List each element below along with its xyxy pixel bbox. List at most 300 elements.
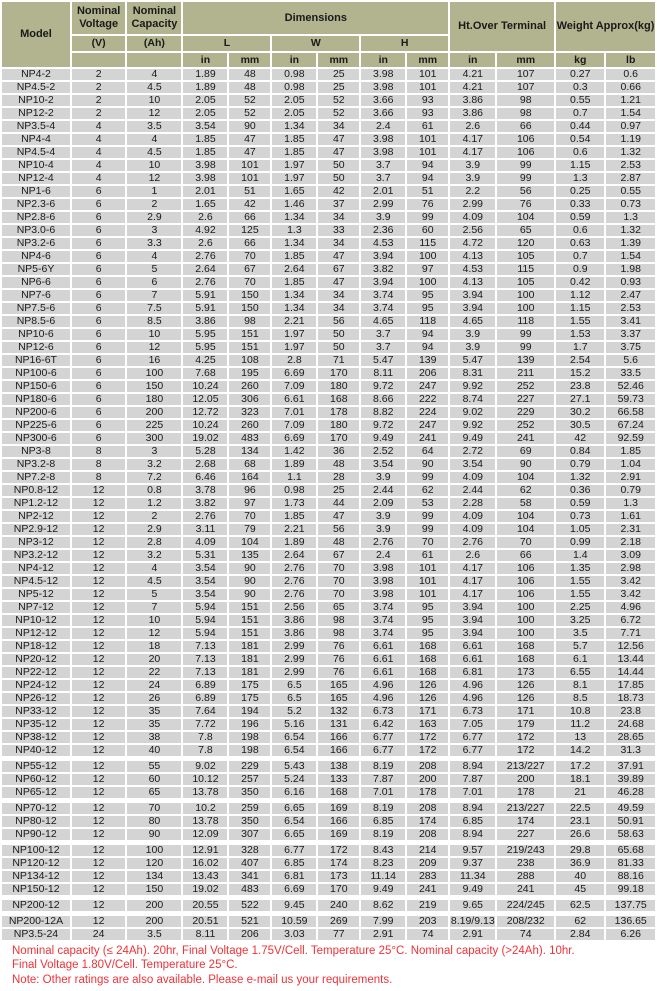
value-cell: 3.74	[361, 290, 405, 301]
value-cell: 1.54	[606, 251, 655, 262]
value-cell: 1.89	[272, 459, 316, 470]
value-cell: 0.93	[606, 277, 655, 288]
value-cell: 40	[556, 871, 604, 882]
value-cell: 7.8	[183, 732, 227, 743]
value-cell: 108	[229, 355, 270, 366]
value-cell: 4.17	[450, 576, 495, 587]
value-cell: 1.85	[272, 251, 316, 262]
table-row	[2, 858, 655, 869]
value-cell: 20.51	[183, 916, 227, 927]
header-unit: mm	[318, 53, 359, 67]
value-cell: 7.8	[183, 745, 227, 756]
value-cell: 2.76	[183, 251, 227, 262]
value-cell: 62.5	[556, 900, 604, 911]
value-cell: 2.76	[272, 563, 316, 574]
value-cell: 12	[72, 511, 125, 522]
value-cell: 4.65	[450, 316, 495, 327]
value-cell: 5.16	[272, 719, 316, 730]
header-blank-voltage	[72, 53, 125, 67]
value-cell: 13.78	[183, 787, 227, 798]
value-cell: 3.94	[450, 303, 495, 314]
value-cell: 17.85	[606, 680, 655, 691]
value-cell: 88.16	[606, 871, 655, 882]
value-cell: 4	[72, 147, 125, 158]
value-cell: 47	[318, 277, 359, 288]
value-cell: 1.65	[183, 199, 227, 210]
value-cell: 9.49	[361, 884, 405, 895]
value-cell: 2.6	[450, 121, 495, 132]
value-cell: 0.99	[556, 537, 604, 548]
value-cell: 6.5	[272, 693, 316, 704]
value-cell: 3.7	[361, 160, 405, 171]
value-cell: 100	[497, 290, 554, 301]
value-cell: 66	[229, 238, 270, 249]
value-cell: 50	[318, 342, 359, 353]
value-cell: 2.76	[272, 589, 316, 600]
value-cell: 6	[72, 368, 125, 379]
value-cell: 2.6	[450, 550, 495, 561]
value-cell: 3.94	[450, 628, 495, 639]
value-cell: 12	[72, 774, 125, 785]
value-cell: 3.3	[127, 238, 181, 249]
value-cell: 6.1	[556, 654, 604, 665]
value-cell: 51	[407, 186, 448, 197]
value-cell: 2.44	[450, 485, 495, 496]
value-cell: 168	[407, 667, 448, 678]
value-cell: 0.3	[556, 82, 604, 93]
value-cell: 126	[497, 693, 554, 704]
header-unit: in	[272, 53, 316, 67]
value-cell: 12	[72, 829, 125, 840]
value-cell: 12	[72, 498, 125, 509]
table-row	[2, 680, 655, 691]
value-cell: 10.24	[183, 381, 227, 392]
value-cell: 6	[72, 355, 125, 366]
table-row	[2, 277, 655, 288]
value-cell: 0.27	[556, 69, 604, 80]
value-cell: 93	[407, 95, 448, 106]
value-cell: 7.01	[361, 787, 405, 798]
value-cell: 10	[127, 329, 181, 340]
value-cell: 6.81	[450, 667, 495, 678]
value-cell: 0.98	[272, 485, 316, 496]
value-cell: 483	[229, 884, 270, 895]
value-cell: 70	[407, 537, 448, 548]
value-cell: 3.74	[361, 303, 405, 314]
value-cell: 9.72	[361, 420, 405, 431]
table-row	[2, 871, 655, 882]
value-cell: 136.65	[606, 916, 655, 927]
value-cell: 37.91	[606, 761, 655, 772]
value-cell: 71	[318, 355, 359, 366]
value-cell: 4.96	[361, 680, 405, 691]
table-row	[2, 615, 655, 626]
value-cell: 5.2	[272, 706, 316, 717]
header-weight: Weight Approx(kg)	[556, 2, 655, 51]
model-cell: NP7.2-8	[2, 472, 70, 483]
value-cell: 4.09	[450, 524, 495, 535]
value-cell: 213/227	[497, 803, 554, 814]
value-cell: 18.73	[606, 693, 655, 704]
value-cell: 0.98	[272, 82, 316, 93]
value-cell: 98	[497, 108, 554, 119]
value-cell: 4.53	[450, 264, 495, 275]
value-cell: 36.9	[556, 858, 604, 869]
value-cell: 48	[229, 82, 270, 93]
table-row	[2, 121, 655, 132]
model-cell: NP2.8-6	[2, 212, 70, 223]
value-cell: 7.72	[183, 719, 227, 730]
value-cell: 1.53	[556, 329, 604, 340]
value-cell: 214	[407, 845, 448, 856]
value-cell: 12	[72, 845, 125, 856]
value-cell: 3	[127, 225, 181, 236]
value-cell: 4.72	[450, 238, 495, 249]
value-cell: 99	[407, 472, 448, 483]
value-cell: 52	[229, 95, 270, 106]
value-cell: 6.61	[361, 641, 405, 652]
value-cell: 50	[318, 160, 359, 171]
value-cell: 6	[72, 420, 125, 431]
value-cell: 79	[229, 524, 270, 535]
table-row	[2, 290, 655, 301]
table-row	[2, 550, 655, 561]
value-cell: 6	[72, 303, 125, 314]
value-cell: 5.43	[272, 761, 316, 772]
header-dim-w: W	[272, 36, 359, 51]
value-cell: 3.98	[361, 576, 405, 587]
value-cell: 90	[497, 459, 554, 470]
table-row	[2, 511, 655, 522]
table-row	[2, 563, 655, 574]
header-model: Model	[2, 2, 70, 67]
value-cell: 1.97	[272, 173, 316, 184]
value-cell: 181	[229, 654, 270, 665]
value-cell: 23.8	[556, 381, 604, 392]
value-cell: 8.62	[361, 900, 405, 911]
model-cell: NP180-6	[2, 394, 70, 405]
value-cell: 64	[407, 446, 448, 457]
value-cell: 3.54	[183, 589, 227, 600]
table-row	[2, 576, 655, 587]
table-row	[2, 381, 655, 392]
header-voltage-unit: (V)	[72, 36, 125, 51]
footnotes	[0, 942, 657, 991]
value-cell: 3.54	[450, 459, 495, 470]
table-row	[2, 316, 655, 327]
value-cell: 1.34	[272, 212, 316, 223]
value-cell: 0.98	[272, 69, 316, 80]
value-cell: 100	[407, 251, 448, 262]
value-cell: 66	[229, 212, 270, 223]
value-cell: 3.09	[606, 550, 655, 561]
value-cell: 105	[497, 277, 554, 288]
value-cell: 6	[72, 316, 125, 327]
table-row	[2, 199, 655, 210]
value-cell: 62	[407, 485, 448, 496]
value-cell: 9.57	[450, 845, 495, 856]
value-cell: 7.05	[450, 719, 495, 730]
table-row	[2, 212, 655, 223]
model-cell: NP12-2	[2, 108, 70, 119]
value-cell: 483	[229, 433, 270, 444]
value-cell: 8	[72, 472, 125, 483]
value-cell: 168	[407, 654, 448, 665]
header-unit: mm	[497, 53, 554, 67]
value-cell: 4	[127, 69, 181, 80]
value-cell: 6.81	[272, 871, 316, 882]
value-cell: 3.2	[127, 550, 181, 561]
value-cell: 180	[318, 420, 359, 431]
value-cell: 12	[72, 816, 125, 827]
value-cell: 1.34	[272, 303, 316, 314]
value-cell: 4.96	[450, 693, 495, 704]
value-cell: 42	[556, 433, 604, 444]
value-cell: 1.1	[272, 472, 316, 483]
value-cell: 229	[229, 761, 270, 772]
value-cell: 0.66	[606, 82, 655, 93]
model-cell: NP10-2	[2, 95, 70, 106]
value-cell: 137.75	[606, 900, 655, 911]
value-cell: 67	[318, 264, 359, 275]
value-cell: 1.39	[606, 238, 655, 249]
value-cell: 10	[127, 95, 181, 106]
table-row	[2, 916, 655, 927]
value-cell: 3.66	[361, 108, 405, 119]
value-cell: 1.61	[606, 511, 655, 522]
value-cell: 135	[229, 550, 270, 561]
value-cell: 179	[497, 719, 554, 730]
value-cell: 6	[72, 394, 125, 405]
value-cell: 12	[72, 745, 125, 756]
value-cell: 100	[407, 277, 448, 288]
value-cell: 33	[318, 225, 359, 236]
value-cell: 25	[318, 69, 359, 80]
value-cell: 4.09	[183, 537, 227, 548]
value-cell: 6	[72, 264, 125, 275]
value-cell: 8.11	[361, 368, 405, 379]
value-cell: 6.61	[450, 654, 495, 665]
value-cell: 70	[229, 251, 270, 262]
value-cell: 8.74	[450, 394, 495, 405]
value-cell: 4.13	[450, 277, 495, 288]
value-cell: 6.77	[272, 845, 316, 856]
model-cell: NP4.5-2	[2, 82, 70, 93]
value-cell: 3.2	[127, 459, 181, 470]
value-cell: 30.5	[556, 420, 604, 431]
value-cell: 5.94	[183, 615, 227, 626]
value-cell: 0.73	[556, 511, 604, 522]
value-cell: 166	[318, 732, 359, 743]
value-cell: 81.33	[606, 858, 655, 869]
value-cell: 12	[72, 602, 125, 613]
value-cell: 52	[318, 95, 359, 106]
value-cell: 62	[556, 916, 604, 927]
value-cell: 33.5	[606, 368, 655, 379]
value-cell: 14.44	[606, 667, 655, 678]
table-row	[2, 160, 655, 171]
value-cell: 6.85	[450, 816, 495, 827]
value-cell: 1.05	[556, 524, 604, 535]
value-cell: 16	[127, 355, 181, 366]
value-cell: 8.19	[361, 803, 405, 814]
table-row	[2, 498, 655, 509]
model-cell: NP7-12	[2, 602, 70, 613]
value-cell: 12	[72, 732, 125, 743]
value-cell: 1.12	[556, 290, 604, 301]
value-cell: 7.13	[183, 641, 227, 652]
value-cell: 2.6	[183, 238, 227, 249]
value-cell: 12	[72, 693, 125, 704]
value-cell: 328	[229, 845, 270, 856]
value-cell: 240	[318, 900, 359, 911]
model-cell: NP5-6Y	[2, 264, 70, 275]
value-cell: 6	[72, 212, 125, 223]
value-cell: 70	[497, 537, 554, 548]
value-cell: 25	[318, 82, 359, 93]
value-cell: 4.65	[361, 316, 405, 327]
value-cell: 4.96	[361, 693, 405, 704]
value-cell: 200	[127, 407, 181, 418]
value-cell: 3.98	[361, 82, 405, 93]
value-cell: 34	[318, 238, 359, 249]
value-cell: 18	[127, 641, 181, 652]
value-cell: 35	[127, 706, 181, 717]
value-cell: 12	[127, 628, 181, 639]
model-cell: NP3-8	[2, 446, 70, 457]
value-cell: 3.9	[361, 212, 405, 223]
row-group-gap	[2, 842, 655, 843]
value-cell: 53	[407, 498, 448, 509]
value-cell: 4.17	[450, 134, 495, 145]
value-cell: 2.36	[361, 225, 405, 236]
value-cell: 133	[318, 774, 359, 785]
value-cell: 12	[72, 871, 125, 882]
value-cell: 6.16	[272, 787, 316, 798]
value-cell: 6.54	[272, 816, 316, 827]
table-row	[2, 774, 655, 785]
value-cell: 4.17	[450, 589, 495, 600]
value-cell: 34	[318, 121, 359, 132]
value-cell: 1.7	[556, 342, 604, 353]
table-row	[2, 69, 655, 80]
value-cell: 125	[229, 225, 270, 236]
value-cell: 6	[72, 251, 125, 262]
value-cell: 106	[497, 576, 554, 587]
value-cell: 60	[407, 225, 448, 236]
value-cell: 47	[318, 147, 359, 158]
value-cell: 7.09	[272, 381, 316, 392]
value-cell: 100	[497, 602, 554, 613]
value-cell: 2.99	[361, 199, 405, 210]
value-cell: 0.25	[556, 186, 604, 197]
model-cell: NP20-12	[2, 654, 70, 665]
model-cell: NP3.2-12	[2, 550, 70, 561]
value-cell: 2.47	[606, 290, 655, 301]
value-cell: 1.34	[272, 121, 316, 132]
model-cell: NP12-12	[2, 628, 70, 639]
value-cell: 1.97	[272, 342, 316, 353]
value-cell: 3.54	[183, 121, 227, 132]
value-cell: 36	[318, 446, 359, 457]
value-cell: 172	[407, 745, 448, 756]
value-cell: 1.55	[556, 576, 604, 587]
table-row	[2, 134, 655, 145]
value-cell: 4.17	[450, 563, 495, 574]
value-cell: 100	[127, 368, 181, 379]
value-cell: 252	[497, 381, 554, 392]
table-row	[2, 537, 655, 548]
value-cell: 200	[127, 916, 181, 927]
value-cell: 3.7	[361, 342, 405, 353]
value-cell: 8.19	[361, 829, 405, 840]
value-cell: 7	[127, 290, 181, 301]
value-cell: 8	[72, 446, 125, 457]
value-cell: 66.58	[606, 407, 655, 418]
value-cell: 227	[497, 394, 554, 405]
value-cell: 12.05	[183, 394, 227, 405]
value-cell: 2.6	[183, 212, 227, 223]
value-cell: 42	[229, 199, 270, 210]
value-cell: 47	[318, 511, 359, 522]
value-cell: 126	[407, 693, 448, 704]
table-row	[2, 628, 655, 639]
value-cell: 13	[556, 732, 604, 743]
value-cell: 4.53	[361, 238, 405, 249]
value-cell: 7	[127, 602, 181, 613]
value-cell: 171	[407, 706, 448, 717]
value-cell: 200	[127, 900, 181, 911]
value-cell: 172	[497, 732, 554, 743]
value-cell: 24.68	[606, 719, 655, 730]
model-cell: NP0.8-12	[2, 485, 70, 496]
value-cell: 23.1	[556, 816, 604, 827]
value-cell: 0.7	[556, 251, 604, 262]
value-cell: 3.94	[450, 602, 495, 613]
value-cell: 6	[72, 277, 125, 288]
value-cell: 39.89	[606, 774, 655, 785]
model-cell: NP300-6	[2, 433, 70, 444]
value-cell: 104	[497, 472, 554, 483]
value-cell: 8	[72, 459, 125, 470]
value-cell: 168	[407, 641, 448, 652]
value-cell: 38	[127, 732, 181, 743]
value-cell: 9.02	[183, 761, 227, 772]
value-cell: 5.94	[183, 628, 227, 639]
value-cell: 0.6	[556, 147, 604, 158]
model-cell: NP2.3-6	[2, 199, 70, 210]
value-cell: 0.73	[606, 199, 655, 210]
value-cell: 12	[72, 803, 125, 814]
value-cell: 17.2	[556, 761, 604, 772]
header-unit: lb	[606, 53, 655, 67]
model-cell: NP100-12	[2, 845, 70, 856]
value-cell: 67	[229, 264, 270, 275]
value-cell: 28	[318, 472, 359, 483]
value-cell: 269	[318, 916, 359, 927]
value-cell: 22	[127, 667, 181, 678]
value-cell: 106	[497, 147, 554, 158]
value-cell: 3.98	[361, 563, 405, 574]
value-cell: 106	[497, 563, 554, 574]
value-cell: 12	[72, 667, 125, 678]
value-cell: 283	[407, 871, 448, 882]
value-cell: 3.7	[361, 329, 405, 340]
value-cell: 211	[497, 368, 554, 379]
table-row	[2, 589, 655, 600]
value-cell: 95	[407, 602, 448, 613]
model-cell: NP18-12	[2, 641, 70, 652]
